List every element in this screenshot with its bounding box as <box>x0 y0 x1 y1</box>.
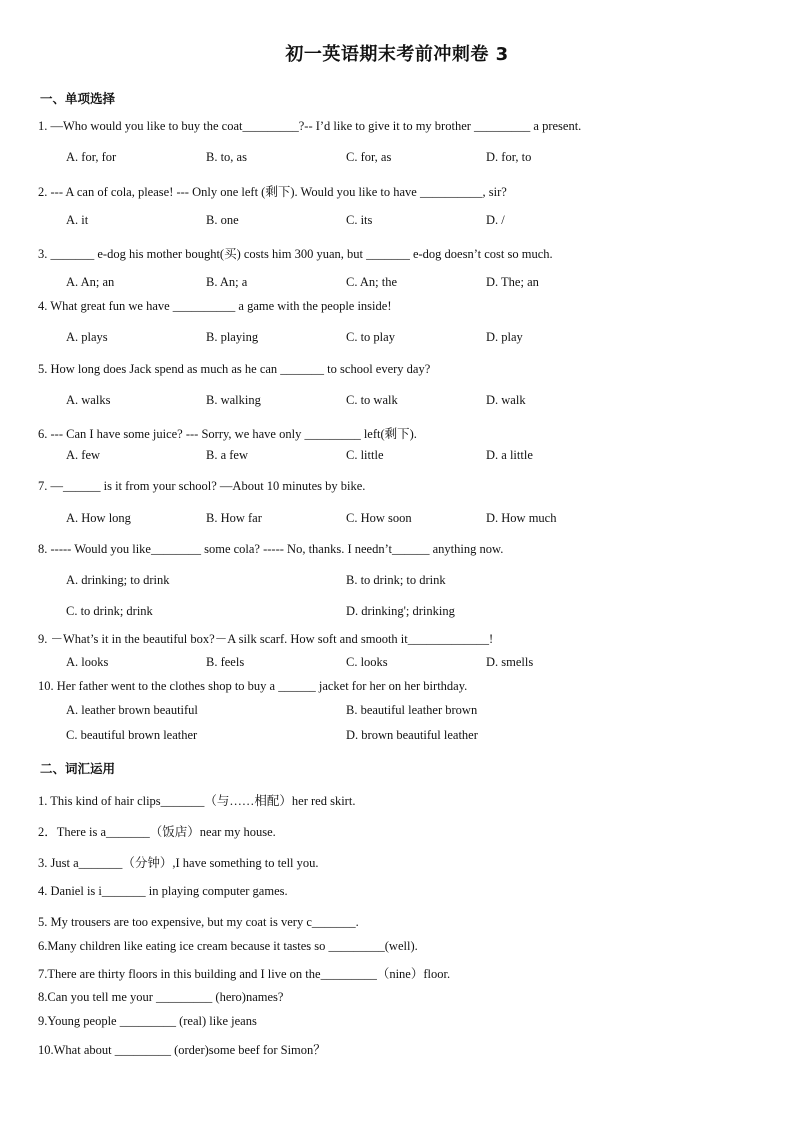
option-c: C. for, as <box>346 150 392 164</box>
question-6: 6. --- Can I have some juice? --- Sorry, we have only _________ left(剩下). <box>38 427 417 441</box>
option-a: A. leather brown beautiful <box>66 703 198 717</box>
question-7: 7. —______ is it from your school? —About 10 minutes by bike. <box>38 479 366 493</box>
option-d: D. drinking'; drinking <box>346 604 455 618</box>
option-c: C. little <box>346 448 384 462</box>
vocab-item-3: 3. Just a_______（分钟）,I have something to tell you. <box>38 856 319 870</box>
option-c: C. looks <box>346 655 388 669</box>
option-c: C. beautiful brown leather <box>66 728 198 742</box>
option-d: D. How much <box>486 511 557 525</box>
option-a: A. plays <box>66 330 108 344</box>
option-a: A. looks <box>66 655 109 669</box>
page-title: 初一英语期末考前冲刺卷 3 <box>285 44 509 65</box>
question-9: 9. －What’s it in the beautiful box?－A silk scarf. How soft and smooth it_____________! <box>38 632 494 646</box>
question-10: 10. Her father went to the clothes shop to buy a ______ jacket for her on her birthday. <box>38 679 468 693</box>
option-a: A. An; an <box>66 275 115 289</box>
vocab-item-5: 5. My trousers are too expensive, but my coat is very c_______. <box>38 915 359 929</box>
option-a: A. few <box>66 448 101 462</box>
question-5: 5. How long does Jack spend as much as he can _______ to school every day? <box>38 362 431 376</box>
vocab-item-7: 7.There are thirty floors in this building and I live on the_________（nine）floor. <box>38 967 451 981</box>
option-b: B. walking <box>206 393 261 407</box>
option-c: C. An; the <box>346 275 398 289</box>
option-a: A. drinking; to drink <box>66 573 170 587</box>
vocab-item-6: 6.Many children like eating ice cream because it tastes so _________(well). <box>38 939 418 953</box>
question-3: 3. _______ e-dog his mother bought(买) costs him 300 yuan, but _______ e-dog doesn’t cost so much. <box>38 247 553 261</box>
section-heading-vocabulary: 二、词汇运用 <box>40 761 116 776</box>
option-c: C. to walk <box>346 393 398 407</box>
option-d: D. a little <box>486 448 533 462</box>
option-b: B. one <box>206 213 239 227</box>
section-heading-single-choice: 一、单项选择 <box>40 91 116 106</box>
vocab-item-1: 1. This kind of hair clips_______（与……相配）her red skirt. <box>38 794 356 808</box>
vocab-item-8: 8.Can you tell me your _________ (hero)names? <box>38 990 284 1004</box>
option-a: A. How long <box>66 511 131 525</box>
option-c: C. to drink; drink <box>66 604 153 618</box>
question-4: 4. What great fun we have __________ a game with the people inside! <box>38 299 392 313</box>
option-a: A. it <box>66 213 89 227</box>
option-b: B. beautiful leather brown <box>346 703 478 717</box>
option-d: D. smells <box>486 655 534 669</box>
option-d: D. play <box>486 330 523 344</box>
vocab-item-9: 9.Young people _________ (real) like jeans <box>38 1014 257 1028</box>
question-8: 8. ----- Would you like________ some cola? ----- No, thanks. I needn’t______ anything now. <box>38 542 504 556</box>
option-d: D. walk <box>486 393 526 407</box>
option-b: B. to drink; to drink <box>346 573 446 587</box>
option-b: B. feels <box>206 655 245 669</box>
option-b: B. playing <box>206 330 259 344</box>
option-c: C. to play <box>346 330 395 344</box>
vocab-item-10: 10.What about _________ (order)some beef for Simon？ <box>38 1043 326 1057</box>
option-d: D. for, to <box>486 150 532 164</box>
vocab-item-2: 2．There is a_______（饭店）near my house. <box>38 825 276 839</box>
option-c: C. its <box>346 213 373 227</box>
option-d: D. / <box>486 213 505 227</box>
option-b: B. to, as <box>206 150 247 164</box>
option-d: D. brown beautiful leather <box>346 728 478 742</box>
option-a: A. walks <box>66 393 111 407</box>
option-b: B. How far <box>206 511 262 525</box>
option-b: B. An; a <box>206 275 248 289</box>
vocab-item-4: 4. Daniel is i_______ in playing computer games. <box>38 884 288 898</box>
question-2: 2. --- A can of cola, please! --- Only one left (剩下). Would you like to have __________, sir? <box>38 185 507 199</box>
option-c: C. How soon <box>346 511 412 525</box>
option-d: D. The; an <box>486 275 539 289</box>
option-b: B. a few <box>206 448 248 462</box>
option-a: A. for, for <box>66 150 117 164</box>
question-1: 1. —Who would you like to buy the coat_________?-- I’d like to give it to my brother _________ a present. <box>38 119 582 133</box>
